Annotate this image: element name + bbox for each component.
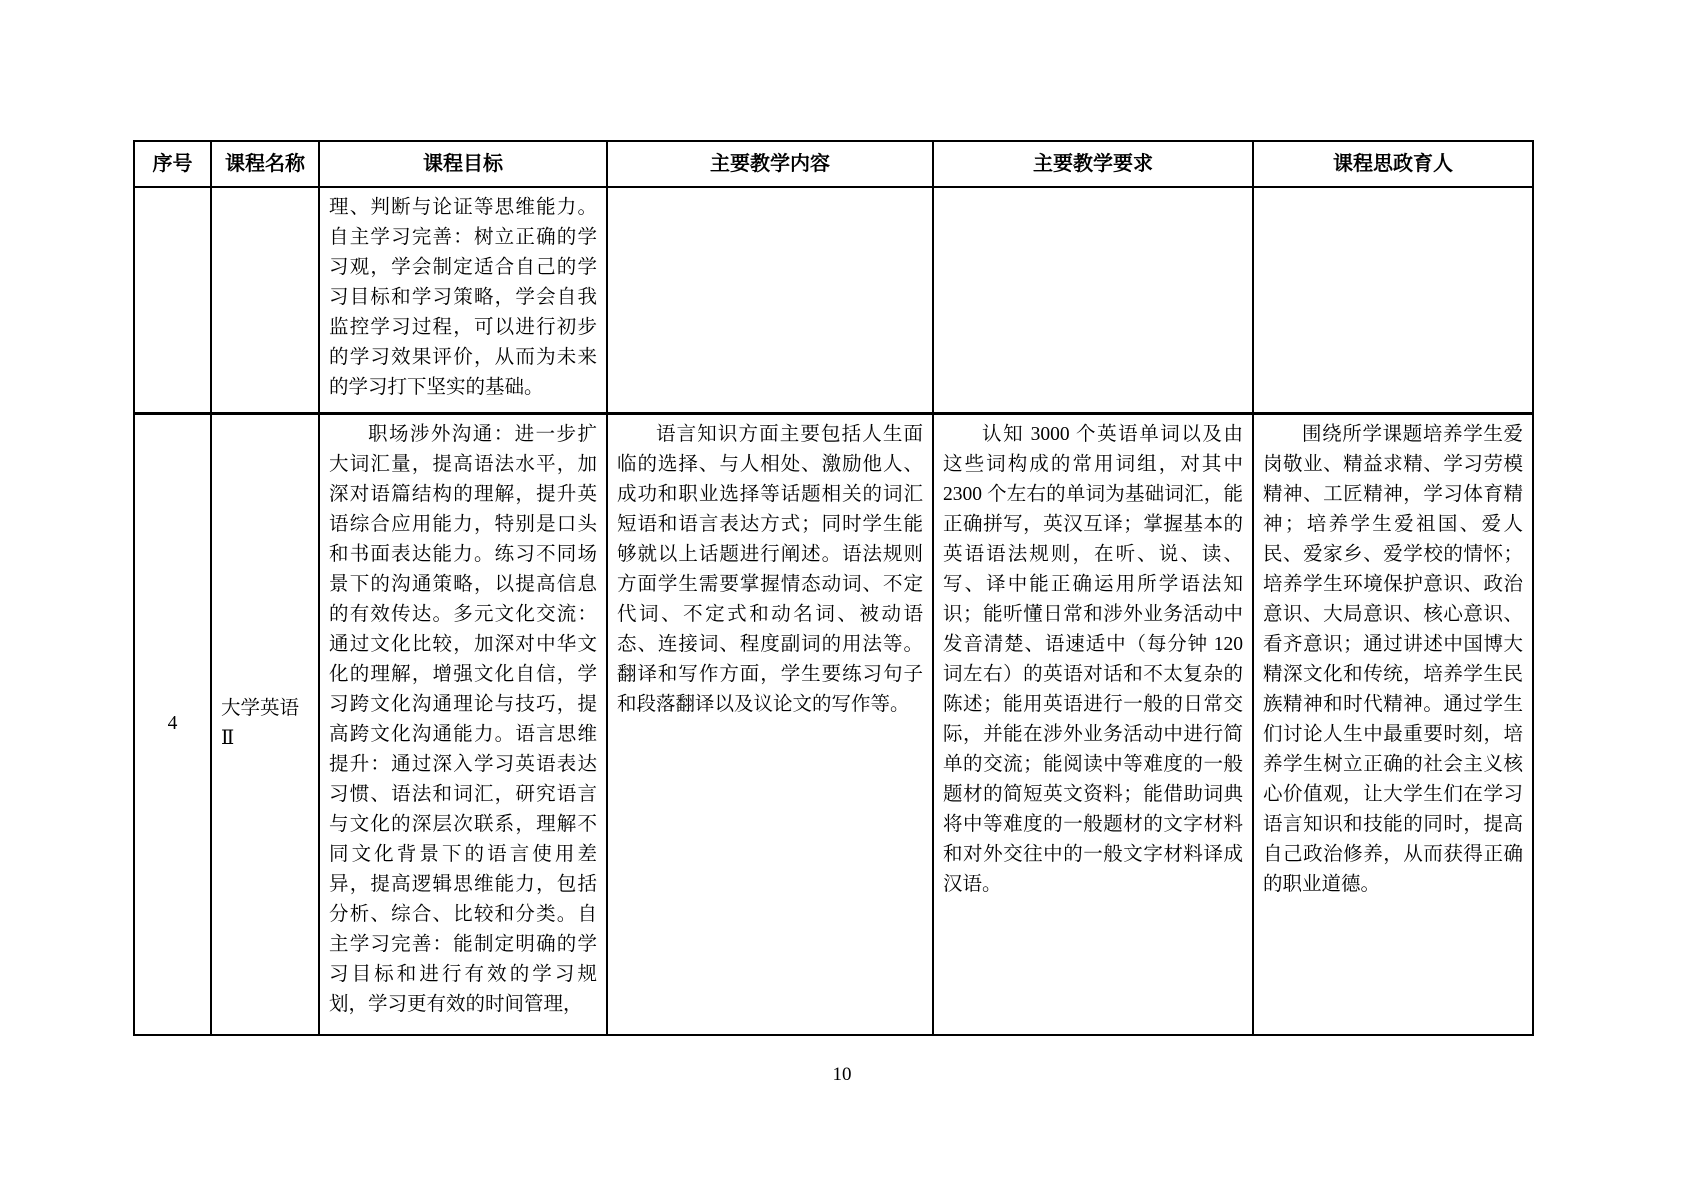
- cell-ideology: [1253, 187, 1533, 413]
- cell-content: 语言知识方面主要包括人生面临的选择、与人相处、激励他人、成功和职业选择等话题相关的词汇短语和语言表达方式；同时学生能够就以上话题进行阐述。语法规则方面学生需要掌握情态动词、不定代词、不定式和动名词、被动语态、连接词、程度副词的用法等。翻译和写作方面，学生要练习句子和段落翻译以及议论文的写作等。: [607, 413, 933, 1035]
- cell-seq: 4: [134, 413, 211, 1035]
- cell-objectives: 理、判断与论证等思维能力。自主学习完善：树立正确的学习观，学会制定适合自己的学习目标和学习策略，学会自我监控学习过程，可以进行初步的学习效果评价，从而为未来的学习打下坚实的基础。: [319, 187, 607, 413]
- column-header-course-name: 课程名称: [211, 141, 319, 187]
- table-row-course-4: [134, 413, 1533, 1035]
- cell-course-name: 大学英语Ⅱ: [211, 413, 319, 1035]
- column-header-objectives: 课程目标: [319, 141, 607, 187]
- cell-requirements: 认知 3000 个英语单词以及由这些词构成的常用词组，对其中 2300 个左右的单词为基础词汇，能正确拼写，英汉互译；掌握基本的英语语法规则，在听、说、读、写、译中能正确运用所学语法知识；能听懂日常和涉外业务活动中发音清楚、语速适中（每分钟 120 词左右）的英语对话和不太复杂的陈述；能用英语进行一般的日常交际，并能在涉外业务活动中进行简单的交流；能阅读中等难度的一般题材的简短英文资料；能借助词典将中等难度的一般题材的文字材料和对外交往中的一般文字材料译成汉语。: [933, 413, 1253, 1035]
- cell-objectives: 职场涉外沟通：进一步扩大词汇量，提高语法水平，加深对语篇结构的理解，提升英语综合应用能力，特别是口头和书面表达能力。练习不同场景下的沟通策略，以提高信息的有效传达。多元文化交流：通过文化比较，加深对中华文化的理解，增强文化自信，学习跨文化沟通理论与技巧，提高跨文化沟通能力。语言思维提升：通过深入学习英语表达习惯、语法和词汇，研究语言与文化的深层次联系，理解不同文化背景下的语言使用差异，提高逻辑思维能力，包括分析、综合、比较和分类。自主学习完善：能制定明确的学习目标和进行有效的学习规划，学习更有效的时间管理，: [319, 413, 607, 1035]
- header-row: [134, 141, 1533, 187]
- cell-ideology: 围绕所学课题培养学生爱岗敬业、精益求精、学习劳模精神、工匠精神，学习体育精神；培养学生爱祖国、爱人民、爱家乡、爱学校的情怀；培养学生环境保护意识、政治意识、大局意识、核心意识、看齐意识；通过讲述中国博大精深文化和传统，培养学生民族精神和时代精神。通过学生们讨论人生中最重要时刻，培养学生树立正确的社会主义核心价值观，让大学生们在学习语言知识和技能的同时，提高自己政治修养，从而获得正确的职业道德。: [1253, 413, 1533, 1035]
- column-header-seq: 序号: [134, 141, 211, 187]
- cell-requirements: [933, 187, 1253, 413]
- page-number: 10: [832, 1064, 852, 1085]
- cell-course-name: [211, 187, 319, 413]
- course-table: [133, 140, 1534, 1036]
- column-header-requirements: 主要教学要求: [933, 141, 1253, 187]
- column-header-content: 主要教学内容: [607, 141, 933, 187]
- cell-seq: [134, 187, 211, 413]
- cell-content: [607, 187, 933, 413]
- table-row-continuation: [134, 187, 1533, 413]
- column-header-ideology: 课程思政育人: [1253, 141, 1533, 187]
